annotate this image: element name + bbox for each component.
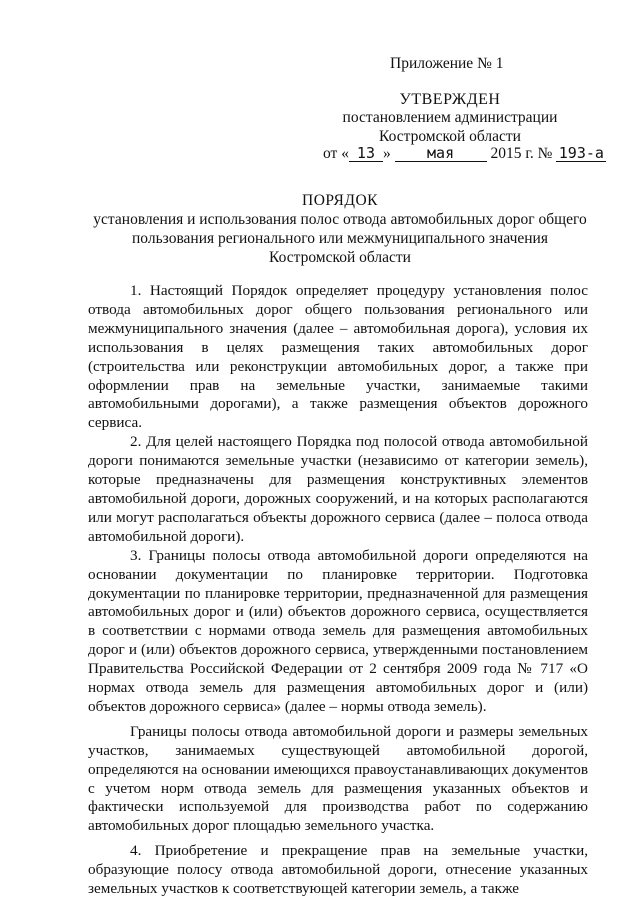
paragraph-4: 4. Приобретение и прекращение прав на земельные участки, образующие полосу отвода автомобильной дороги, отнесение указанных земельных участков к соответствующей категории земель, а также xyxy=(88,842,588,898)
paragraph-3-cont: Границы полосы отвода автомобильной дороги и размеры земельных участков, занимаемых существующей автомобильной дорогой, определяются на основании имеющихся правоустанавливающих документов с учетом норм отвода земель для размещения указанных объектов и фактически используемой для производства работ по содержанию автомобильных дорог площадью земельного участка. xyxy=(88,722,588,835)
paragraph-1: 1. Настоящий Порядок определяет процедуру установления полос отвода автомобильных дорог общего пользования регионального или межмуниципального значения (далее – автомобильная дорога), условия их использования в целях размещения таких автомобильных дорог (строительства или реконструкции автомобильных дорог, а также при оформлении прав на земельные участки, занимаемые такими автомобильными дорогами), а также размещения объектов дорожного сервиса. xyxy=(88,282,588,432)
date-prefix: от « xyxy=(323,145,349,162)
region-text: Костромской области xyxy=(379,128,521,145)
appendix-label: Приложение № 1 xyxy=(390,55,504,72)
document-title: ПОРЯДОК xyxy=(302,192,378,209)
date-mid: » xyxy=(382,145,391,162)
date-day: 13 xyxy=(349,145,383,162)
approved-heading: УТВЕРЖДЕН xyxy=(399,91,501,108)
document-body xyxy=(88,282,588,899)
date-year: 2015 г. № xyxy=(490,145,553,162)
date-number: 193-а xyxy=(556,145,606,162)
paragraph-3: 3. Границы полосы отвода автомобильной дороги определяются на основании документации по планировке территории. Подготовка документации по планировке территории, предназначенной для размещения автомобильных дорог и (или) объектов дорожного сервиса, осуществляется в соответствии с нормами отвода земель для размещения автомобильных дорог и (или) объектов дорожного сервиса, утвержденными постановлением Правительства Российской Федерации от 2 сентября 2009 года № 717 «О нормах отвода земель для размещения автомобильных дорог и (или) объектов дорожного сервиса» (далее – нормы отвода земель). xyxy=(88,546,588,715)
approved-by-text: постановлением администрации xyxy=(342,109,558,126)
document-subtitle: установления и использования полос отвода автомобильных дорог общего пользования регионального или межмуниципального значения Костромской области xyxy=(93,211,587,266)
date-line xyxy=(323,144,606,163)
date-month: мая xyxy=(395,145,487,162)
paragraph-2: 2. Для целей настоящего Порядка под полосой отвода автомобильной дороги понимаются земельные участки (независимо от категории земель), которые предназначены для размещения конструктивных элементов автомобильной дороги, дорожных сооружений, и на которых располагаются или могут располагаться объекты дорожного сервиса (далее – полоса отвода автомобильной дороги). xyxy=(88,433,588,545)
